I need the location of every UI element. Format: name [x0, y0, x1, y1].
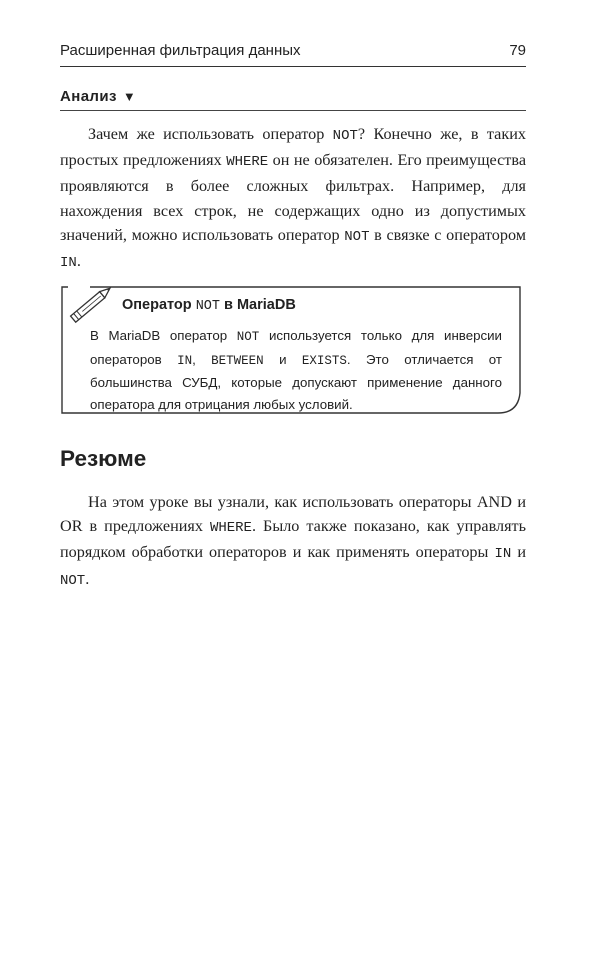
text-run: .	[76, 252, 81, 271]
running-title: Расширенная фильтрация данных	[60, 42, 301, 59]
pencil-icon	[60, 283, 120, 327]
text-run: и	[511, 493, 526, 511]
text-run: . Было также показано, как управлять порядком обработки операторов и как применять операторы	[60, 517, 526, 562]
analysis-heading	[60, 88, 526, 111]
note-body	[90, 325, 502, 415]
note-box	[60, 283, 526, 415]
code-run: EXISTS	[301, 353, 347, 368]
running-header	[60, 40, 526, 67]
code-run: IN	[177, 353, 193, 368]
summary-paragraph	[60, 490, 526, 593]
text-run: ,	[192, 351, 212, 367]
text-run: Зачем же использовать оператор	[88, 125, 333, 143]
text-run: На этом уроке вы узнали, как использовать операторы	[88, 493, 477, 511]
down-triangle-icon: ▼	[122, 89, 136, 104]
code-run: BETWEEN	[211, 353, 264, 368]
text-run: и	[511, 543, 526, 562]
text-run: В MariaDB оператор	[90, 328, 237, 343]
text-run: используется только для инверсии операторов	[90, 328, 502, 367]
code-run: NOT	[195, 299, 220, 314]
code-run: NOT	[332, 128, 358, 144]
page-number: 79	[509, 42, 526, 59]
code-run: WHERE	[226, 154, 269, 171]
note-title	[122, 297, 296, 314]
text-run: . Это отличается от большинства СУБД, которые допускают применение данного оператора для отрицания любых условий.	[90, 351, 502, 412]
keyword-run: AND	[476, 493, 512, 511]
code-run: NOT	[236, 330, 260, 344]
code-run: WHERE	[209, 520, 252, 537]
analysis-label: Анализ	[60, 88, 117, 105]
text-run: в связке с оператором	[369, 225, 527, 244]
code-run: NOT	[60, 572, 86, 589]
keyword-run: OR	[60, 517, 83, 536]
code-run: IN	[60, 255, 77, 272]
text-run: он не обязателен. Его преимущества проявляются в более сложных фильтрах. Например, для нахождения всех строк, не содержащих одно из допустимых значений, можно использовать оператор	[60, 151, 526, 244]
summary-heading: Резюме	[60, 446, 147, 471]
text-run: и	[263, 351, 302, 367]
code-run: NOT	[344, 228, 370, 245]
text-run: Оператор	[122, 297, 196, 313]
text-run: ? Конечно же, в таких простых предложениях	[60, 125, 526, 170]
text-run: в предложениях	[82, 517, 210, 536]
text-run: в MariaDB	[220, 297, 296, 313]
analysis-paragraph	[60, 122, 526, 275]
code-run: IN	[494, 546, 512, 563]
text-run: .	[85, 569, 90, 588]
